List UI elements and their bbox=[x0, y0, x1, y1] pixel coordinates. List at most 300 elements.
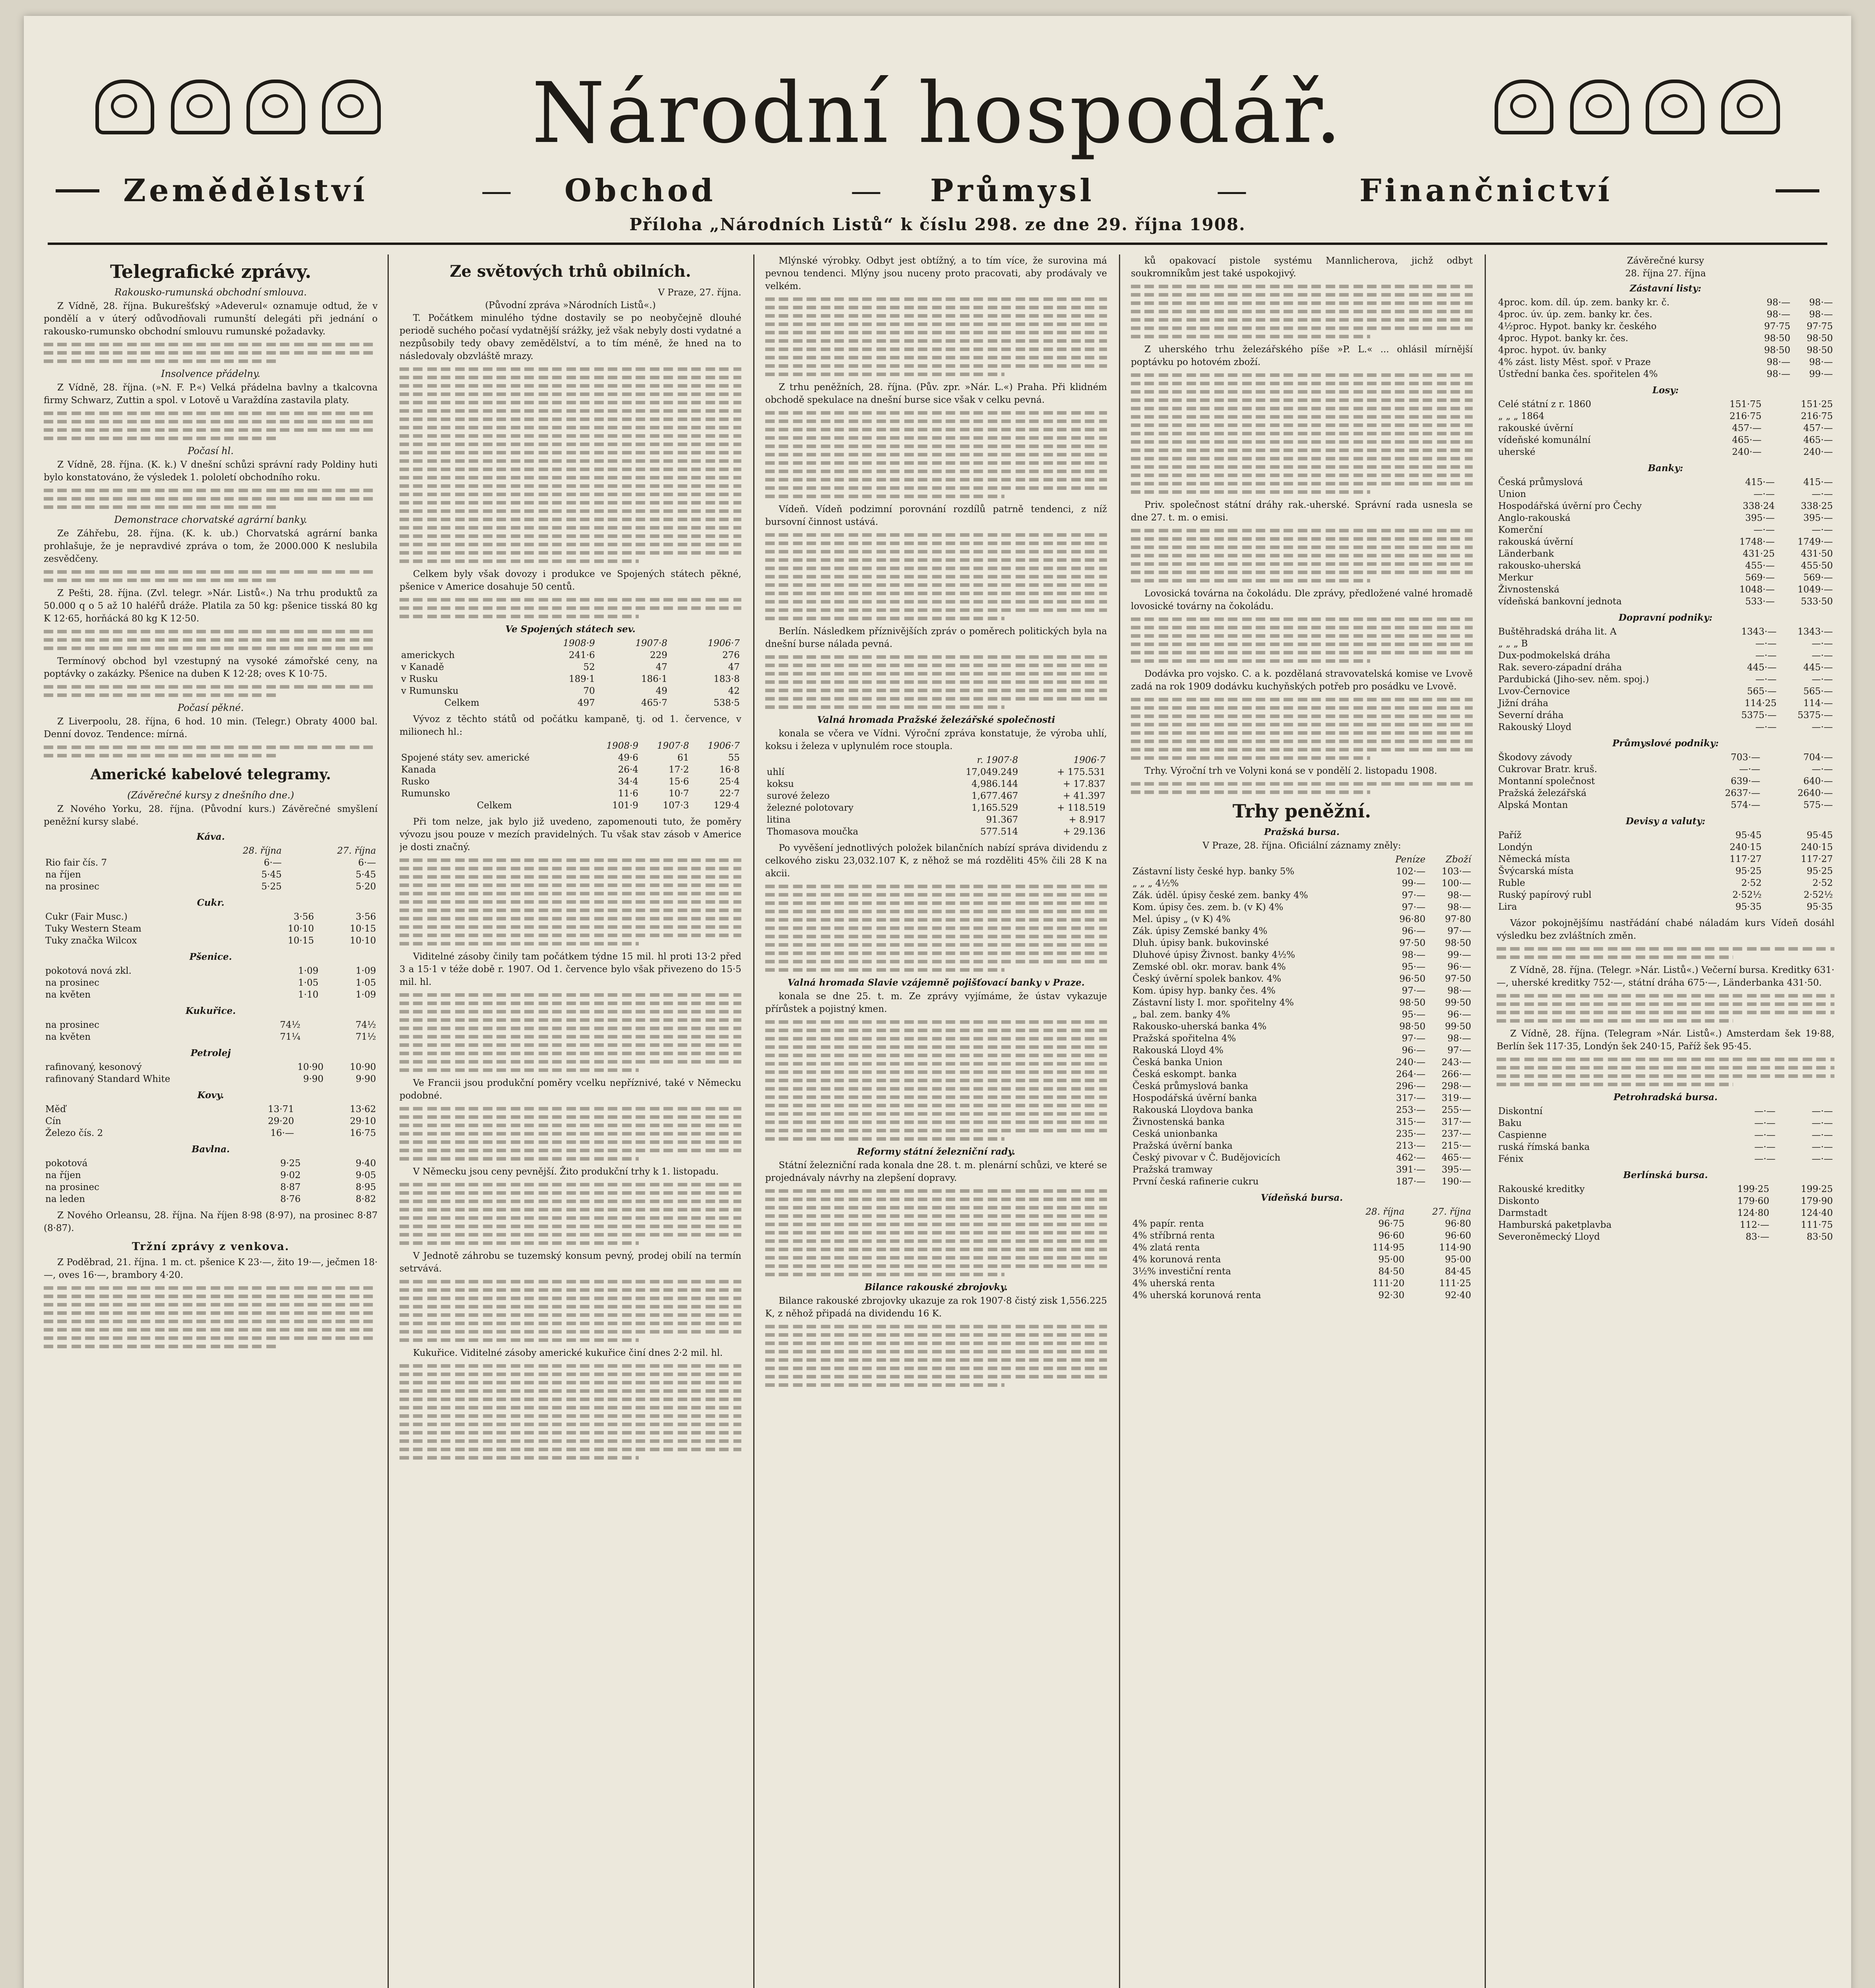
row-value: —·— bbox=[1754, 1154, 1776, 1164]
subheading: Insolvence přádelny. bbox=[161, 368, 260, 379]
section-prumysl: Průmysl bbox=[930, 173, 1095, 209]
row-value: 96·80 bbox=[1445, 1219, 1471, 1229]
row-value: —·— bbox=[1811, 525, 1833, 535]
paragraph: Trhy. Výroční trh ve Volyni koná se v pondělí 2. listopadu 1908. bbox=[1144, 766, 1437, 776]
paragraph: Vídeň. Vídeň podzimní porovnání rozdílů patrně tendenci, z níž bursovní činnost ustává. bbox=[765, 504, 1107, 527]
row-label: Rakouský Lloyd bbox=[1498, 722, 1572, 732]
rates-table bbox=[1497, 751, 1834, 811]
row-value: 97·— bbox=[1447, 926, 1471, 936]
paragraph: Ze Záhřebu, 28. října. (K. k. ub.) Chorvatská agrární banka prohlašuje, že je nepravdivé zpráva o tom, že 2000.000 K neslubila zesvědčeny. bbox=[44, 528, 378, 564]
row-value: 465·— bbox=[1732, 435, 1762, 445]
table-row bbox=[1131, 1152, 1473, 1164]
table-row bbox=[1497, 309, 1834, 320]
row-value: 95·— bbox=[1402, 1010, 1426, 1020]
table-row: na prosinec 74½ 74½ bbox=[45, 1020, 376, 1030]
paragraph: Dodávka pro vojsko. C. a k. pozdělaná stravovatelská komise ve Lvově zadá na rok 1909 dodávku kuchyňských potřeb pro posádku ve Lvově. bbox=[1131, 669, 1473, 692]
group-title: Dopravní podniky: bbox=[1619, 612, 1712, 623]
row-label: Cukrovar Bratr. kruš. bbox=[1498, 764, 1598, 775]
row-label: 4proc. Hypot. banky kr. čes. bbox=[1498, 333, 1629, 344]
row-label: Rakouská Lloydova banka bbox=[1132, 1105, 1253, 1115]
table-row bbox=[1497, 877, 1834, 889]
row-label: uherské bbox=[1498, 447, 1536, 457]
row-value: 96·— bbox=[1447, 1010, 1471, 1020]
row-label: Český úvěrní spolek bankov. 4% bbox=[1132, 974, 1282, 984]
row-value: 199·25 bbox=[1737, 1184, 1770, 1194]
row-value: 2·52½ bbox=[1803, 890, 1833, 900]
dateline: V Praze, 28. října. Oficiální záznamy zněly: bbox=[1202, 841, 1401, 851]
row-label: Jižní dráha bbox=[1498, 698, 1549, 709]
row-value: —·— bbox=[1811, 1106, 1833, 1116]
row-value: 5375·— bbox=[1797, 710, 1833, 720]
heading-americke: Americké kabelové telegramy. bbox=[90, 766, 331, 783]
kovy-table bbox=[44, 1103, 378, 1139]
row-label: „ „ „ 4½% bbox=[1132, 878, 1179, 889]
row-value: 533·— bbox=[1745, 596, 1775, 607]
row-value: 98·50 bbox=[1445, 938, 1471, 948]
dash-2: — bbox=[851, 173, 882, 209]
newspaper-title: Národní hospodář. bbox=[531, 64, 1344, 162]
row-value: 319·— bbox=[1441, 1093, 1471, 1103]
row-value: 98·— bbox=[1766, 357, 1790, 367]
row-value: 1343·— bbox=[1741, 627, 1777, 637]
row-value: 315·— bbox=[1396, 1117, 1426, 1127]
petrolej-table bbox=[44, 1061, 378, 1085]
row-value: 111·75 bbox=[1801, 1220, 1833, 1230]
paragraph: Z Vídně, 28. října. (Telegram »Nár. Listů«.) Amsterdam šek 19·88, Berlín šek 117·35, Londýn šek 240·15, Paříž šek 95·45. bbox=[1497, 1029, 1834, 1052]
row-value: 465·— bbox=[1441, 1153, 1471, 1163]
subheading: Valná hromada Pražské železářské společnosti bbox=[817, 714, 1055, 725]
table-row: pokotová 9·25 9·40 bbox=[45, 1158, 376, 1169]
row-value: 98·50 bbox=[1399, 1021, 1426, 1032]
rates-table bbox=[1497, 297, 1834, 380]
row-value: —·— bbox=[1755, 639, 1777, 649]
row-label: Zástavní listy I. mor. spořitelny 4% bbox=[1132, 998, 1294, 1008]
row-label: Škodovy závody bbox=[1498, 752, 1572, 763]
row-value: 151·75 bbox=[1730, 399, 1762, 410]
table-row bbox=[1131, 1254, 1473, 1266]
row-label: Fénix bbox=[1498, 1154, 1524, 1164]
row-value: —·— bbox=[1755, 650, 1777, 661]
column-rule-2 bbox=[753, 254, 754, 1988]
row-label: Montanní společnost bbox=[1498, 776, 1595, 786]
row-value: 98·— bbox=[1809, 297, 1833, 308]
row-label: Buštěhradská dráha lit. A bbox=[1498, 627, 1617, 637]
row-value: 84·45 bbox=[1445, 1266, 1471, 1277]
row-value: 112·— bbox=[1739, 1220, 1770, 1230]
bavlna-table bbox=[44, 1157, 378, 1205]
row-value: 98·— bbox=[1766, 369, 1790, 379]
row-label: Komerční bbox=[1498, 525, 1543, 535]
table-row bbox=[1131, 1068, 1473, 1080]
row-value: 97·— bbox=[1447, 1045, 1471, 1056]
row-label: Ruský papírový rubl bbox=[1498, 890, 1592, 900]
kovy-title: Kovy. bbox=[197, 1090, 224, 1101]
table-row bbox=[1131, 913, 1473, 925]
table-row bbox=[1497, 512, 1834, 524]
paragraph: Termínový obchod byl vzestupný na vysoké zámořské ceny, na poptávky o zakázky. Pšenice na duben K 12·28; oves K 10·75. bbox=[44, 656, 378, 679]
row-value: 455·— bbox=[1745, 561, 1775, 571]
row-value: 266·— bbox=[1441, 1069, 1471, 1079]
rule-right bbox=[1776, 189, 1819, 192]
subheading: (Závěrečné kursy z dnešního dne.) bbox=[127, 790, 294, 801]
row-value: 298·— bbox=[1441, 1081, 1471, 1091]
table-row bbox=[1497, 500, 1834, 512]
table1-title: Ve Spojených státech sev. bbox=[505, 624, 636, 635]
row-label: Český pivovar v Č. Budějovicích bbox=[1132, 1153, 1281, 1163]
paragraph: V Německu jsou ceny pevnější. Žito produkční trhy k 1. listopadu. bbox=[413, 1167, 719, 1177]
row-value: 96·60 bbox=[1445, 1231, 1471, 1241]
psenice-title: Pšenice. bbox=[189, 951, 232, 962]
row-label: 4% stříbrná renta bbox=[1132, 1231, 1215, 1241]
row-value: 98·— bbox=[1766, 309, 1790, 320]
header-rule bbox=[48, 243, 1827, 245]
table-row bbox=[1497, 1117, 1834, 1129]
row-value: 2637·— bbox=[1725, 788, 1761, 798]
row-label: Union bbox=[1498, 489, 1526, 499]
table-row bbox=[1131, 973, 1473, 985]
row-value: —·— bbox=[1811, 639, 1833, 649]
table-row: v Rusku 189·1 186·1 183·8 bbox=[401, 674, 740, 684]
row-label: Ústřední banka čes. spořitelen 4% bbox=[1498, 369, 1658, 379]
row-value: 98·50 bbox=[1807, 345, 1833, 355]
row-value: —·— bbox=[1811, 674, 1833, 685]
row-value: 455·50 bbox=[1801, 561, 1833, 571]
row-value: 99·— bbox=[1447, 950, 1471, 960]
table-row: litina 91.367 + 8.917 bbox=[767, 815, 1105, 825]
table-row bbox=[1131, 961, 1473, 973]
row-value: 2·52½ bbox=[1732, 890, 1762, 900]
row-value: 102·— bbox=[1396, 866, 1426, 877]
column-3 bbox=[765, 254, 1107, 1988]
row-label: První česká rafinerie cukru bbox=[1132, 1176, 1259, 1187]
subheading: Valná hromada Slavie vzájemně pojišťovací banky v Praze. bbox=[787, 977, 1085, 988]
row-value: 84·50 bbox=[1378, 1266, 1405, 1277]
row-value: 99·50 bbox=[1445, 1021, 1471, 1032]
row-label: 4proc. kom. díl. úp. zem. banky kr. č. bbox=[1498, 297, 1670, 308]
row-label: rakouská úvěrní bbox=[1498, 537, 1573, 547]
table-row bbox=[1131, 1277, 1473, 1289]
group-title: Průmyslové podniky: bbox=[1612, 738, 1719, 749]
row-value: 98·— bbox=[1809, 357, 1833, 367]
paragraph: ků opakovací pistole systému Mannlicherova, jichž odbyt soukromníkům jest také uspokojivý. bbox=[1131, 256, 1473, 279]
export-table: 1908·9 1907·8 1906·7 Spojené státy sev. americké 49·6 61 55 Kanada 26·4 17·2 16·8 Rusko 34·4 15·6 25·4 Rumunsko 11·6 10·7 22·7 Celkem 101·9 107·3 129·4 bbox=[399, 740, 741, 812]
table-row bbox=[1497, 572, 1834, 584]
table-row: uhlí 17,049.249 + 175.531 bbox=[767, 767, 1105, 777]
row-value: 95·45 bbox=[1807, 830, 1833, 841]
table-row bbox=[1131, 1164, 1473, 1176]
row-label: „ „ „ B bbox=[1498, 639, 1528, 649]
table-row: rafinovaný, kesonový 10·90 10·90 bbox=[45, 1062, 376, 1072]
table-row: v Kanadě 52 47 47 bbox=[401, 662, 740, 672]
row-label: 4½proc. Hypot. banky kr. českého bbox=[1498, 321, 1657, 332]
row-label: 4proc. hypot. úv. banky bbox=[1498, 345, 1606, 355]
row-value: 640·— bbox=[1803, 776, 1833, 786]
group-title: Banky: bbox=[1648, 463, 1683, 474]
table-row bbox=[1131, 1092, 1473, 1104]
psenice-table bbox=[44, 965, 378, 1001]
production-table: r. 1907·8 1906·7 uhlí 17,049.249 + 175.531 koksu 4,986.144 + 17.837 surové železo 1,677.467 + 41.397 železné polotovary 1,165.529 + 118.519 litina 91.367 + 8.917 Thomasova moučka 577.514 + 29.136 bbox=[765, 754, 1107, 838]
paragraph: Viditelné zásoby činily tam počátkem týdne 15 mil. hl proti 13·2 před 3 a 15·1 v téže době r. 1907. Od 1. července bylo však přivezeno do 15·5 mil. hl. bbox=[399, 951, 741, 987]
rates-table bbox=[1497, 476, 1834, 608]
row-value: 415·— bbox=[1803, 477, 1833, 487]
paragraph: Z trhu peněžních, 28. října. (Pův. zpr. »Nár. L.«) Praha. Při klidném obchodě spekulace na dnešní burse sice však v celku pevná. bbox=[765, 382, 1107, 405]
row-value: 639·— bbox=[1731, 776, 1761, 786]
row-value: 704·— bbox=[1803, 752, 1833, 763]
table-row bbox=[1497, 356, 1834, 368]
row-label: Česká průmyslová bbox=[1498, 477, 1583, 487]
row-value: 415·— bbox=[1745, 477, 1775, 487]
table-row bbox=[1497, 853, 1834, 865]
kukurice-title: Kukuřice. bbox=[185, 1006, 236, 1016]
dash-3: — bbox=[1216, 173, 1247, 209]
column-rule-3 bbox=[1119, 254, 1120, 1988]
rates-table bbox=[1497, 1105, 1834, 1165]
table-row: na prosinec 5·25 5·20 bbox=[45, 881, 376, 892]
row-value: 235·— bbox=[1396, 1129, 1426, 1139]
subheading: Bilance rakouské zbrojovky. bbox=[864, 1282, 1008, 1293]
table-row: pokotová nová zkl. 1·09 1·09 bbox=[45, 966, 376, 976]
table-row bbox=[1497, 626, 1834, 638]
row-value: 92·40 bbox=[1445, 1290, 1471, 1301]
row-value: 255·— bbox=[1441, 1105, 1471, 1115]
row-label: Dluh. úpisy bank. bukovinské bbox=[1132, 938, 1269, 948]
row-value: 569·— bbox=[1803, 573, 1833, 583]
row-value: 98·— bbox=[1766, 297, 1790, 308]
row-value: 103·— bbox=[1441, 866, 1471, 877]
table-row bbox=[1497, 320, 1834, 332]
row-value: 124·40 bbox=[1801, 1208, 1833, 1218]
row-value: 1049·— bbox=[1797, 584, 1833, 595]
table-row bbox=[1131, 925, 1473, 937]
row-label: Zástavní listy české hyp. banky 5% bbox=[1132, 866, 1295, 877]
row-label: Dux-podmokelská dráha bbox=[1498, 650, 1611, 661]
row-value: 1748·— bbox=[1739, 537, 1775, 547]
row-value: 237·— bbox=[1441, 1129, 1471, 1139]
row-label: Pražská úvěrní banka bbox=[1132, 1141, 1233, 1151]
row-value: 98·— bbox=[1447, 986, 1471, 996]
group-title: Losy: bbox=[1652, 385, 1679, 396]
row-label: 4% papír. renta bbox=[1132, 1219, 1204, 1229]
row-label: Diskontní bbox=[1498, 1106, 1543, 1116]
table-row bbox=[1497, 1183, 1834, 1195]
row-value: 431·25 bbox=[1743, 549, 1775, 559]
row-value: —·— bbox=[1755, 722, 1777, 732]
row-value: 95·25 bbox=[1807, 866, 1833, 876]
table-row bbox=[1131, 985, 1473, 997]
row-value: 114·90 bbox=[1439, 1242, 1471, 1253]
row-value: 338·24 bbox=[1743, 501, 1775, 511]
newspaper-page bbox=[24, 16, 1851, 1988]
table-row bbox=[1131, 997, 1473, 1009]
heading-trzni-zpravy: Tržní zprávy z venkova. bbox=[132, 1241, 290, 1253]
row-value: 253·— bbox=[1396, 1105, 1426, 1115]
section-obchod: Obchod bbox=[564, 173, 716, 209]
table-row bbox=[1497, 410, 1834, 422]
row-label: Mel. úpisy „ (v K) 4% bbox=[1132, 914, 1231, 924]
row-value: —·— bbox=[1811, 1142, 1833, 1152]
row-value: 111·20 bbox=[1372, 1278, 1405, 1289]
row-value: 99·— bbox=[1402, 878, 1426, 889]
table-row bbox=[1131, 937, 1473, 949]
paragraph: Ve Francii jsou produkční poměry vcelku nepříznivé, také v Německu podobné. bbox=[399, 1078, 741, 1101]
row-value: 117·27 bbox=[1801, 854, 1833, 864]
row-label: Rakouské kreditky bbox=[1498, 1184, 1585, 1194]
paragraph: Státní železniční rada konala dne 28. t. m. plenární schůzi, ve které se projednávaly návrhy na zlepšení dopravy. bbox=[765, 1160, 1107, 1183]
table-row bbox=[1497, 434, 1834, 446]
table-row bbox=[1497, 488, 1834, 500]
table-row bbox=[1497, 560, 1834, 572]
table-row bbox=[1131, 1128, 1473, 1140]
table-row bbox=[1497, 763, 1834, 775]
table-row: Cukr (Fair Musc.) 3·56 3·56 bbox=[45, 912, 376, 922]
table-row bbox=[1131, 1230, 1473, 1242]
table-row: rafinovaný Standard White 9·90 9·90 bbox=[45, 1074, 376, 1084]
row-value: 95·35 bbox=[1735, 902, 1762, 912]
heading-telegraficke: Telegrafické zprávy. bbox=[110, 261, 312, 282]
row-label: Paříž bbox=[1498, 830, 1522, 841]
row-value: 190·— bbox=[1441, 1176, 1471, 1187]
row-label: Česká banka Union bbox=[1132, 1057, 1223, 1068]
row-label: Hospodářská úvěrní banka bbox=[1132, 1093, 1257, 1103]
row-value: 296·— bbox=[1396, 1081, 1426, 1091]
row-value: 338·25 bbox=[1801, 501, 1833, 511]
table-row: Spojené státy sev. americké 49·6 61 55 bbox=[401, 753, 740, 763]
row-label: Pražská železářská bbox=[1498, 788, 1587, 798]
table-row bbox=[1131, 1242, 1473, 1254]
petrolej-title: Petrolej bbox=[190, 1048, 231, 1058]
table-row bbox=[1497, 1207, 1834, 1219]
table-row bbox=[1497, 685, 1834, 697]
table-row bbox=[1497, 536, 1834, 548]
row-value: 457·— bbox=[1803, 423, 1833, 433]
table-row: na říjen 5·45 5·45 bbox=[45, 870, 376, 880]
row-value: 317·— bbox=[1441, 1117, 1471, 1127]
row-value: 179·90 bbox=[1801, 1196, 1833, 1206]
row-label: Ruble bbox=[1498, 878, 1525, 888]
dateline: V Praze, 27. října. bbox=[658, 287, 741, 298]
table-row bbox=[1497, 829, 1834, 841]
table-row bbox=[1497, 674, 1834, 685]
table-row: v Rumunsku 70 49 42 bbox=[401, 686, 740, 696]
row-value: 2·52 bbox=[1812, 878, 1833, 888]
table-row bbox=[1497, 721, 1834, 733]
section-financnictvi: Finančnictví bbox=[1359, 173, 1613, 209]
subheading: Vídeňská bursa. bbox=[1260, 1192, 1343, 1203]
row-label: Zemské obl. okr. morav. bank 4% bbox=[1132, 962, 1286, 972]
row-value: 97·80 bbox=[1445, 914, 1471, 924]
table-row bbox=[1131, 1033, 1473, 1044]
row-label: rakousko-uherská bbox=[1498, 561, 1581, 571]
rates-table bbox=[1497, 398, 1834, 458]
row-value: —·— bbox=[1811, 650, 1833, 661]
row-value: 92·30 bbox=[1378, 1290, 1405, 1301]
row-value: 111·25 bbox=[1439, 1278, 1471, 1289]
table-row: na květen 1·10 1·09 bbox=[45, 990, 376, 1000]
row-value: 96·75 bbox=[1378, 1219, 1405, 1229]
row-value: 1749·— bbox=[1797, 537, 1833, 547]
table-row bbox=[1497, 297, 1834, 309]
table-row bbox=[1497, 1153, 1834, 1165]
subheading: Reformy státní železniční rady. bbox=[857, 1146, 1016, 1157]
table-row: Železo čís. 2 16·— 16·75 bbox=[45, 1128, 376, 1138]
paragraph: Vývoz z těchto států od počátku kampaně, tj. od 1. července, v milionech hl.: bbox=[399, 714, 741, 737]
column-5 bbox=[1497, 254, 1834, 1988]
table-row bbox=[1497, 1231, 1834, 1243]
paragraph: Po vyvěšení jednotlivých položek bilančních nabízí správa dividendu z celkového zisku 23,032.107 K, z něhož se má rozděliti 45% čili 28 K na akcii. bbox=[765, 843, 1107, 879]
row-value: —·— bbox=[1754, 1130, 1776, 1140]
row-value: 99·50 bbox=[1445, 998, 1471, 1008]
table-row: na prosinec 1·05 1·05 bbox=[45, 978, 376, 988]
table-row bbox=[1497, 650, 1834, 662]
table-row: Rumunsko 11·6 10·7 22·7 bbox=[401, 788, 740, 799]
table-row: na leden 8·76 8·82 bbox=[45, 1194, 376, 1204]
row-value: 83·50 bbox=[1807, 1232, 1833, 1242]
row-label: „ „ „ 1864 bbox=[1498, 411, 1545, 421]
row-value: 96·80 bbox=[1399, 914, 1426, 924]
row-label: Pražská spořitelna 4% bbox=[1132, 1033, 1236, 1044]
row-label: 4% uherská korunová renta bbox=[1132, 1290, 1261, 1301]
paragraph: Berlín. Následkem příznivějších zpráv o poměrech politických byla na dnešní burse nálada pevná. bbox=[765, 626, 1107, 649]
row-label: „ bal. zem. banky 4% bbox=[1132, 1010, 1230, 1020]
subheading: Pražská bursa. bbox=[1264, 827, 1340, 837]
paragraph: Z Nového Orleansu, 28. října. Na říjen 8·98 (8·97), na prosinec 8·87 (8·87). bbox=[44, 1210, 378, 1233]
table-row bbox=[1131, 889, 1473, 901]
table-row bbox=[1497, 751, 1834, 763]
row-value: 240·— bbox=[1396, 1057, 1426, 1068]
row-value: 575·— bbox=[1803, 800, 1833, 810]
group-title: Zástavní listy: bbox=[1630, 283, 1701, 294]
column-2 bbox=[399, 254, 741, 1988]
table-row bbox=[1497, 709, 1834, 721]
table-row: Thomasova moučka 577.514 + 29.136 bbox=[767, 827, 1105, 837]
table-row bbox=[1131, 1104, 1473, 1116]
row-label: Hospodářská úvěrní pro Čechy bbox=[1498, 501, 1642, 511]
row-label: Zák. úpisy Zemské banky 4% bbox=[1132, 926, 1268, 936]
row-value: 565·— bbox=[1803, 686, 1833, 697]
group-title: Petrohradská bursa. bbox=[1613, 1092, 1718, 1103]
heading-svetove-trhy: Ze světových trhů obilních. bbox=[450, 262, 691, 281]
group-title: Devisy a valuty: bbox=[1625, 816, 1706, 827]
table-row: koksu 4,986.144 + 17.837 bbox=[767, 779, 1105, 789]
row-label: Zák. úděl. úpisy české zem. banky 4% bbox=[1132, 890, 1308, 901]
row-label: Česká průmyslová banka bbox=[1132, 1081, 1249, 1091]
table-row bbox=[1497, 787, 1834, 799]
cukr-title: Cukr. bbox=[197, 897, 225, 908]
row-value: 95·00 bbox=[1378, 1254, 1405, 1265]
row-value: 240·— bbox=[1732, 447, 1762, 457]
row-value: 95·00 bbox=[1445, 1254, 1471, 1265]
row-value: 98·— bbox=[1447, 902, 1471, 912]
row-value: 99·— bbox=[1809, 369, 1833, 379]
row-label: rakouské úvěrní bbox=[1498, 423, 1573, 433]
table-row bbox=[1497, 368, 1834, 380]
table-row bbox=[1497, 697, 1834, 709]
row-value: 98·50 bbox=[1399, 998, 1426, 1008]
table-row bbox=[1497, 901, 1834, 913]
row-label: Ceská unionbanka bbox=[1132, 1129, 1218, 1139]
column-4 bbox=[1131, 254, 1473, 1988]
row-label: Hamburská paketplavba bbox=[1498, 1220, 1612, 1230]
row-value: 96·60 bbox=[1378, 1231, 1405, 1241]
row-value: 574·— bbox=[1731, 800, 1761, 810]
row-label: Baku bbox=[1498, 1118, 1522, 1128]
table-row: Kanada 26·4 17·2 16·8 bbox=[401, 765, 740, 775]
row-value: 445·— bbox=[1747, 662, 1777, 673]
table-row: Celkem 497 465·7 538·5 bbox=[444, 698, 740, 708]
row-value: 95·45 bbox=[1735, 830, 1762, 841]
paragraph: Z uherského trhu železářského píše »P. L.« ... ohlásil mírnější poptávku po hotovém zboží. bbox=[1131, 344, 1473, 367]
table-row bbox=[1497, 841, 1834, 853]
